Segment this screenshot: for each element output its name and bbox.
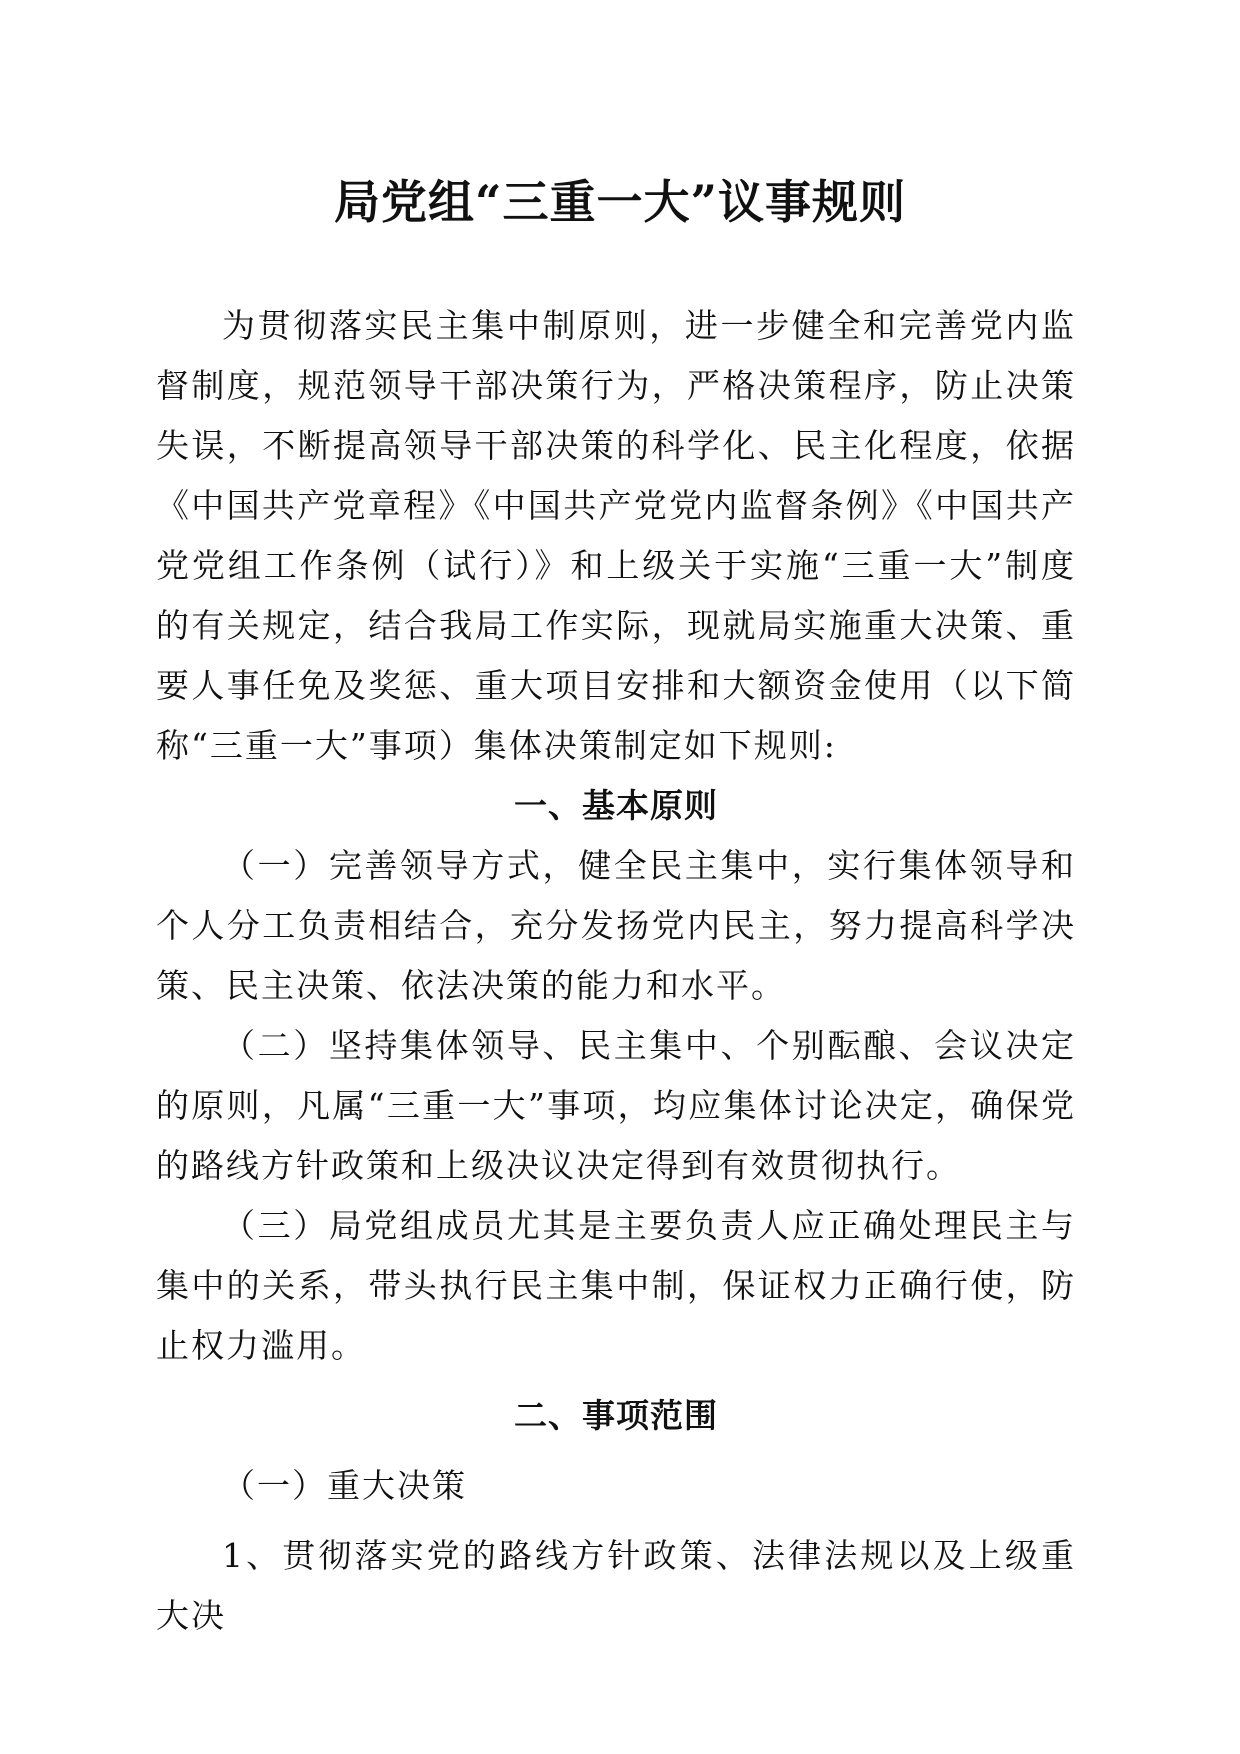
section-heading-scope: 二、事项范围	[514, 1396, 718, 1435]
subheading-major-decisions: （一）重大决策	[222, 1466, 467, 1505]
scope-item-1: 1、贯彻落实党的路线方针政策、法律法规以及上级重大决	[156, 1536, 1076, 1635]
intro-paragraph: 为贯彻落实民主集中制原则，进一步健全和完善党内监督制度，规范领导干部决策行为，严格决策程序，防止决策失误，不断提高领导干部决策的科学化、民主化程度，依据《中国共产党章程》《中国共产党党内监督条例》《中国共产党党组工作条例（试行）》和上级关于实施“三重一大”制度的有关规定，结合我局工作实际，现就局实施重大决策、重要人事任免及奖惩、重大项目安排和大额资金使用（以下简称“三重一大”事项）集体决策制定如下规则:	[156, 306, 1076, 765]
principle-item-2: （二）坚持集体领导、民主集中、个别酝酿、会议决定的原则，凡属“三重一大”事项，均应集体讨论决定，确保党的路线方针政策和上级决议决定得到有效贯彻执行。	[156, 1026, 1076, 1185]
principle-item-3: （三）局党组成员尤其是主要负责人应正确处理民主与集中的关系，带头执行民主集中制，保证权力正确行使，防止权力滥用。	[156, 1206, 1076, 1365]
section-spacer	[156, 1376, 1076, 1386]
document-body	[156, 296, 1076, 1646]
principle-item-1: （一）完善领导方式，健全民主集中，实行集体领导和个人分工负责相结合，充分发扬党内民主，努力提高科学决策、民主决策、依法决策的能力和水平。	[156, 846, 1076, 1005]
section-spacer	[156, 1516, 1076, 1526]
section-heading-basic-principles: 一、基本原则	[514, 786, 718, 825]
document-title: 局党组“三重一大”议事规则	[334, 175, 906, 229]
section-spacer	[156, 1446, 1076, 1456]
